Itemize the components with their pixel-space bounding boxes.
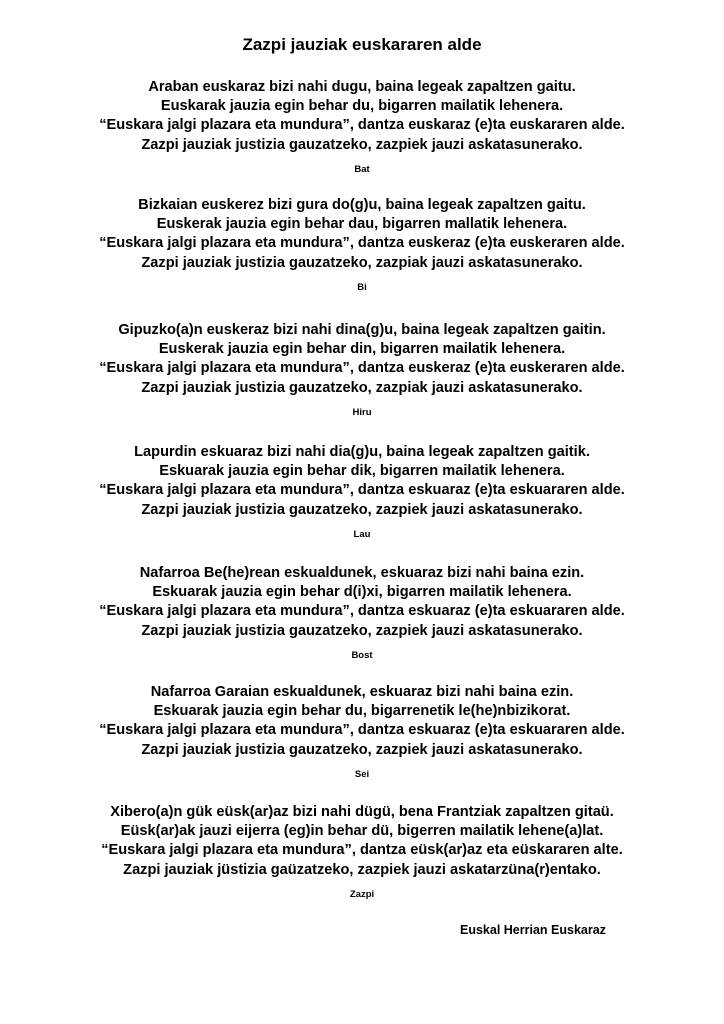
stanza-line: Euskerak jauzia egin behar din, bigarren mailatik lehenera.	[158, 341, 566, 358]
stanza-line: Bizkaian euskerez bizi gura do(g)u, baina legeak zapaltzen gaitu.	[138, 197, 586, 213]
stanza-number: Hiru	[352, 406, 372, 418]
stanza-line: Zazpi jauziak justizia gauzatzeko, zazpiek jauzi askatasunerako.	[141, 741, 583, 758]
document-title: Zazpi jauziak euskararen alde	[242, 35, 482, 54]
stanza-line: Euskerak jauzia egin behar dau, bigarren mallatik lehenera.	[156, 216, 568, 233]
stanza-number: Zazpi	[349, 888, 375, 900]
stanza-line: Nafarroa Be(he)rean eskualdunek, eskuaraz bizi nahi baina ezin.	[139, 565, 585, 581]
stanza-line: “Euskara jalgi plazara eta mundura”, dantza eüsk(ar)az eta eüskararen alte.	[101, 842, 623, 859]
stanza-hiru	[0, 321, 724, 419]
stanza-line: Eskuarak jauzia egin behar du, bigarrenetik le(he)nbizikorat.	[153, 703, 571, 720]
stanza-line: Zazpi jauziak justizia gauzatzeko, zazpiek jauzi askatasunerako.	[141, 501, 583, 518]
stanza-line: Euskarak jauzia egin behar du, bigarren mailatik lehenera.	[160, 98, 564, 115]
stanza-number: Bost	[351, 649, 373, 661]
stanza-line: “Euskara jalgi plazara eta mundura”, dantza eskuaraz (e)ta eskuararen alde.	[99, 603, 625, 620]
stanza-line: Zazpi jauziak justizia gauzatzeko, zazpiek jauzi askatasunerako.	[141, 622, 583, 639]
stanza-line: “Euskara jalgi plazara eta mundura”, dantza euskeraz (e)ta euskeraren alde.	[99, 235, 625, 252]
stanza-line: Lapurdin eskuaraz bizi nahi dia(g)u, baina legeak zapaltzen gaitik.	[134, 444, 590, 460]
stanza-number: Lau	[353, 528, 371, 540]
stanza-number: Sei	[354, 768, 370, 780]
stanza-line: Zazpi jauziak justizia gauzatzeko, zazpiak jauzi askatasunerako.	[141, 379, 583, 396]
stanza-lau	[0, 443, 724, 541]
stanza-line: “Euskara jalgi plazara eta mundura”, dantza euskeraz (e)ta euskeraren alde.	[99, 360, 625, 377]
stanza-line: “Euskara jalgi plazara eta mundura”, dantza euskaraz (e)ta euskararen alde.	[99, 117, 625, 134]
stanza-bat	[0, 78, 724, 176]
stanza-bost	[0, 564, 724, 662]
stanza-line: Zazpi jauziak justizia gauzatzeko, zazpiak jauzi askatasunerako.	[141, 254, 583, 271]
stanza-line: Zazpi jauziak justizia gauzatzeko, zazpiek jauzi askatasunerako.	[141, 136, 583, 153]
stanza-line: “Euskara jalgi plazara eta mundura”, dantza eskuaraz (e)ta eskuararen alde.	[99, 722, 625, 739]
stanza-number: Bat	[354, 163, 370, 175]
stanza-number: Bi	[357, 281, 367, 293]
stanza-line: Nafarroa Garaian eskualdunek, eskuaraz bizi nahi baina ezin.	[150, 684, 574, 700]
document-signature: Euskal Herrian Euskaraz	[460, 923, 606, 937]
stanza-line: Xibero(a)n gük eüsk(ar)az bizi nahi dügü, bena Frantziak zapaltzen gitaü.	[110, 804, 614, 820]
stanza-zazpi	[0, 803, 724, 901]
stanza-line: Eskuarak jauzia egin behar dik, bigarren mailatik lehenera.	[159, 463, 565, 480]
stanza-bi	[0, 196, 724, 294]
stanza-line: “Euskara jalgi plazara eta mundura”, dantza eskuaraz (e)ta eskuararen alde.	[99, 482, 625, 499]
stanza-sei	[0, 683, 724, 781]
stanza-line: Zazpi jauziak jüstizia gaüzatzeko, zazpiek jauzi askatarzüna(r)entako.	[123, 861, 601, 878]
stanza-line: Eüsk(ar)ak jauzi eijerra (eg)in behar dü, bigerren mailatik lehene(a)lat.	[120, 823, 604, 840]
stanza-line: Eskuarak jauzia egin behar d(i)xi, bigarren mailatik lehenera.	[152, 584, 572, 601]
stanza-line: Gipuzko(a)n euskeraz bizi nahi dina(g)u, baina legeak zapaltzen gaitin.	[118, 322, 606, 338]
stanza-line: Araban euskaraz bizi nahi dugu, baina legeak zapaltzen gaitu.	[148, 79, 576, 95]
